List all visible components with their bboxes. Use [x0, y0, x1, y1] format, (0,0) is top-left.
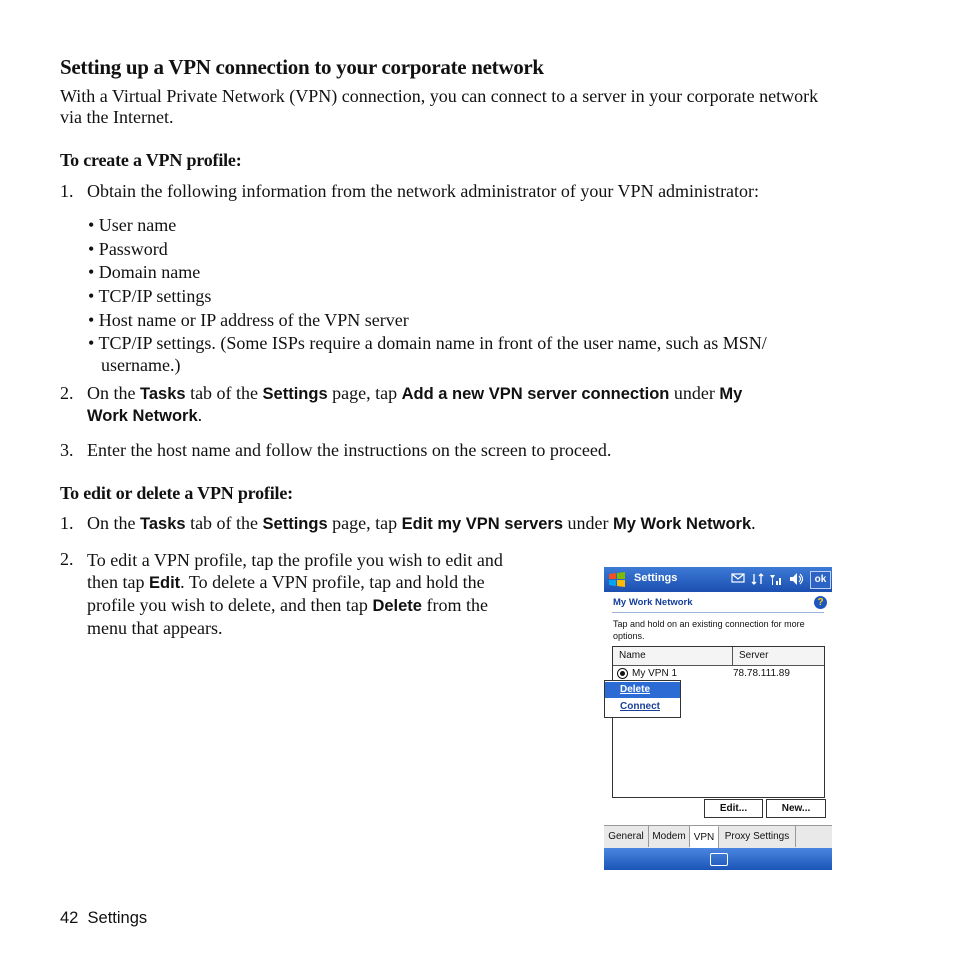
- bullet-item: • TCP/IP settings: [88, 286, 212, 306]
- divider: [612, 612, 824, 613]
- help-icon[interactable]: ?: [814, 596, 827, 609]
- menu-item-delete[interactable]: Delete: [605, 682, 680, 698]
- ui-term-work-network: Work Network: [87, 407, 198, 425]
- text-run: then tap: [87, 572, 149, 592]
- bullet-item: • User name: [88, 215, 177, 235]
- create-step1-num: 1.: [60, 181, 74, 201]
- page-footer: [60, 909, 147, 928]
- text-run: menu that appears.: [87, 618, 223, 638]
- ui-term-add-vpn: Add a new VPN server connection: [401, 385, 670, 403]
- text-run: page, tap: [327, 513, 402, 533]
- ok-button[interactable]: ok: [810, 571, 831, 589]
- device-screenshot: [604, 567, 832, 870]
- ui-term-edit-vpn: Edit my VPN servers: [401, 515, 564, 533]
- ui-term-edit: Edit: [148, 574, 181, 592]
- create-step2-text: [87, 383, 847, 427]
- bullet-item: • Domain name: [88, 262, 201, 282]
- ui-term-tasks: Tasks: [140, 385, 186, 403]
- section-title: My Work Network: [613, 597, 693, 608]
- connectivity-icon[interactable]: [751, 572, 765, 586]
- create-step1-text: Obtain the following information from the network administrator of your VPN administrator:: [87, 181, 760, 201]
- page-title: Setting up a VPN connection to your corporate network: [60, 55, 544, 79]
- create-heading: To create a VPN profile:: [60, 150, 242, 170]
- page-number: 42: [60, 909, 79, 927]
- ui-term-settings: Settings: [262, 385, 328, 403]
- text-run: page, tap: [327, 383, 402, 403]
- tab-bar: [604, 825, 832, 848]
- text-run: .: [751, 513, 756, 533]
- edit-step2-num: 2.: [60, 549, 74, 569]
- text-run: under: [669, 383, 720, 403]
- text-run: . To delete a VPN profile, tap and hold the: [180, 572, 485, 592]
- ui-term-my: My: [719, 385, 743, 403]
- ui-term-delete: Delete: [372, 597, 422, 615]
- context-menu: [604, 680, 681, 718]
- volume-icon[interactable]: [789, 572, 805, 586]
- inbox-icon[interactable]: [731, 572, 745, 584]
- ui-term-settings: Settings: [262, 515, 328, 533]
- column-header-server-label: Server: [739, 650, 769, 661]
- bullet-item: • Password: [88, 239, 168, 259]
- text-run: To edit a VPN profile, tap the profile you wish to edit and: [87, 550, 503, 570]
- ui-term-tasks: Tasks: [140, 515, 186, 533]
- tab-proxy-settings[interactable]: Proxy Settings: [719, 826, 796, 847]
- bottom-bar: [604, 848, 832, 870]
- radio-selected[interactable]: [617, 668, 628, 679]
- create-step2-num: 2.: [60, 383, 74, 403]
- windows-start-icon[interactable]: [608, 571, 626, 588]
- tab-vpn[interactable]: VPN: [690, 826, 719, 848]
- text-run: .: [197, 405, 203, 425]
- edit-button[interactable]: Edit...: [704, 799, 763, 818]
- column-header-server[interactable]: [733, 647, 824, 666]
- vpn-name: My VPN 1: [632, 668, 678, 679]
- text-run: On the: [87, 513, 140, 533]
- bullet-item: • Host name or IP address of the VPN server: [88, 310, 409, 330]
- create-step3-text: Enter the host name and follow the instructions on the screen to proceed.: [87, 440, 612, 460]
- text-run: tab of the: [185, 513, 263, 533]
- intro-paragraph: With a Virtual Private Network (VPN) connection, you can connect to a server in your corporate network via the Internet.: [60, 86, 819, 127]
- create-step3-num: 3.: [60, 440, 74, 460]
- footer-section: Settings: [87, 909, 148, 927]
- column-header-name[interactable]: Name: [613, 647, 733, 666]
- ui-term-my-work-network: My Work Network: [613, 515, 752, 533]
- app-title: Settings: [634, 572, 678, 584]
- vpn-server: 78.78.111.89: [733, 668, 790, 679]
- title-bar: [604, 567, 832, 592]
- edit-step1-text: [87, 513, 867, 535]
- bullet-item-continued: username.): [101, 355, 181, 375]
- instruction-text: Tap and hold on an existing connection for more options.: [613, 619, 805, 641]
- keyboard-icon[interactable]: [710, 853, 728, 866]
- new-button[interactable]: New...: [766, 799, 826, 818]
- text-run: On the: [87, 383, 140, 403]
- edit-heading: To edit or delete a VPN profile:: [60, 483, 293, 503]
- menu-item-connect[interactable]: Connect: [620, 701, 660, 712]
- tab-general[interactable]: General: [604, 826, 649, 847]
- bullet-item: • TCP/IP settings. (Some ISPs require a domain name in front of the user name, such as MSN/: [88, 333, 767, 353]
- text-run: tab of the: [185, 383, 263, 403]
- edit-step1-num: 1.: [60, 513, 74, 533]
- vpn-list[interactable]: [612, 646, 825, 798]
- edit-step2-text: [87, 549, 567, 639]
- tab-modem[interactable]: Modem: [649, 826, 690, 847]
- text-run: from the: [421, 595, 488, 615]
- text-run: profile you wish to delete, and then tap: [87, 595, 373, 615]
- text-run: under: [563, 513, 614, 533]
- signal-icon[interactable]: [769, 572, 783, 586]
